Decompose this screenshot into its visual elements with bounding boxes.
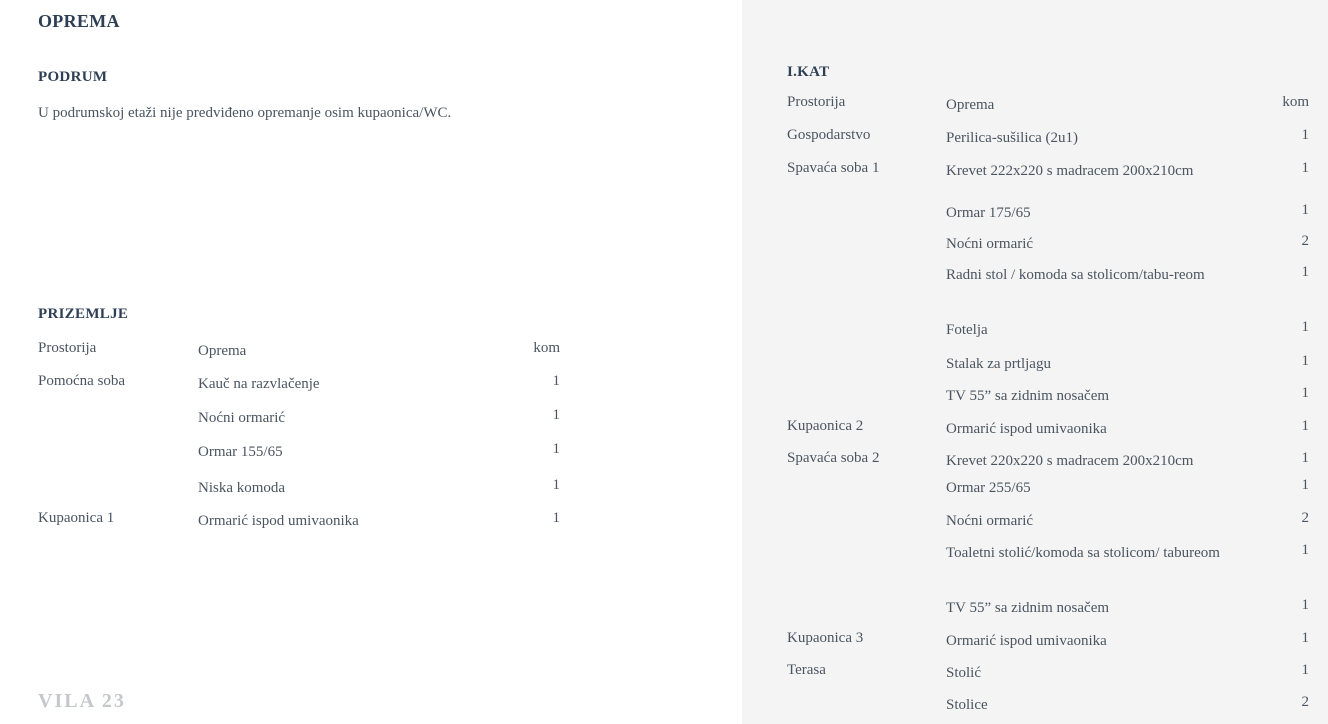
- row-room: Terasa: [787, 662, 826, 678]
- row-item: TV 55” sa zidnim nosačem: [946, 388, 1110, 404]
- row-qty: 1: [552, 477, 560, 493]
- row-qty: 1: [1301, 418, 1309, 434]
- row-item: Noćni ormarić: [946, 236, 1034, 252]
- prizemlje-title: PRIZEMLJE: [38, 306, 129, 322]
- header-qty: kom: [533, 340, 560, 356]
- podrum-title: PODRUM: [38, 69, 108, 85]
- row-room: Spavaća soba 2: [787, 450, 880, 466]
- row-qty: 1: [552, 441, 560, 457]
- row-qty: 1: [1301, 353, 1309, 369]
- row-item: Ormarić ispod umivaonika: [946, 633, 1107, 649]
- row-qty: 1: [552, 510, 560, 526]
- row-qty: 2: [1301, 694, 1309, 710]
- row-qty: 1: [1301, 597, 1309, 613]
- row-item: Ormar 255/65: [946, 480, 1031, 496]
- header-qty: kom: [1282, 94, 1309, 110]
- header-item: Oprema: [946, 97, 995, 113]
- row-item: Perilica-sušilica (2u1): [946, 130, 1079, 146]
- row-item: Fotelja: [946, 322, 988, 338]
- row-item: Noćni ormarić: [946, 513, 1034, 529]
- row-item: Ormar 155/65: [198, 444, 283, 460]
- row-item: TV 55” sa zidnim nosačem: [946, 600, 1110, 616]
- row-item: Stalak za prtljagu: [946, 356, 1051, 372]
- row-item: Niska komoda: [198, 480, 286, 496]
- row-room: Kupaonica 2: [787, 418, 864, 434]
- row-qty: 1: [1301, 542, 1309, 558]
- row-room: Kupaonica 1: [38, 510, 115, 526]
- row-item: Noćni ormarić: [198, 410, 286, 426]
- row-qty: 1: [1301, 202, 1309, 218]
- row-item: Toaletni stolić/komoda sa stolicom/ tabureom: [946, 545, 1220, 561]
- row-room: Spavaća soba 1: [787, 160, 880, 176]
- right-page: [742, 0, 1328, 724]
- ikat-title: I.KAT: [787, 64, 830, 80]
- row-qty: 2: [1301, 233, 1309, 249]
- row-item: Krevet 220x220 s madracem 200x210cm: [946, 453, 1194, 469]
- row-item: Radni stol / komoda sa stolicom/tabu-reom: [946, 267, 1205, 283]
- header-room: Prostorija: [787, 94, 846, 110]
- row-qty: 1: [1301, 127, 1309, 143]
- row-item: Stolić: [946, 665, 982, 681]
- page-title: OPREMA: [38, 11, 120, 31]
- row-qty: 1: [552, 407, 560, 423]
- row-qty: 2: [1301, 510, 1309, 526]
- row-qty: 1: [1301, 477, 1309, 493]
- header-room: Prostorija: [38, 340, 97, 356]
- row-room: Gospodarstvo: [787, 127, 871, 143]
- row-qty: 1: [1301, 160, 1309, 176]
- row-qty: 1: [1301, 630, 1309, 646]
- row-room: Kupaonica 3: [787, 630, 864, 646]
- row-qty: 1: [1301, 385, 1309, 401]
- row-item: Ormarić ispod umivaonika: [946, 421, 1107, 437]
- row-qty: 1: [1301, 662, 1309, 678]
- row-item: Ormar 175/65: [946, 205, 1031, 221]
- row-qty: 1: [552, 373, 560, 389]
- footer-logo: VILA 23: [38, 690, 126, 712]
- row-qty: 1: [1301, 450, 1309, 466]
- row-room: Pomoćna soba: [38, 373, 126, 389]
- row-item: Krevet 222x220 s madracem 200x210cm: [946, 163, 1194, 179]
- row-item: Ormarić ispod umivaonika: [198, 513, 359, 529]
- row-qty: 1: [1301, 319, 1309, 335]
- row-qty: 1: [1301, 264, 1309, 280]
- row-item: Kauč na razvlačenje: [198, 376, 320, 392]
- podrum-text: U podrumskoj etaži nije predviđeno opremanje osim kupaonica/WC.: [38, 105, 452, 121]
- row-item: Stolice: [946, 697, 988, 713]
- header-item: Oprema: [198, 343, 247, 359]
